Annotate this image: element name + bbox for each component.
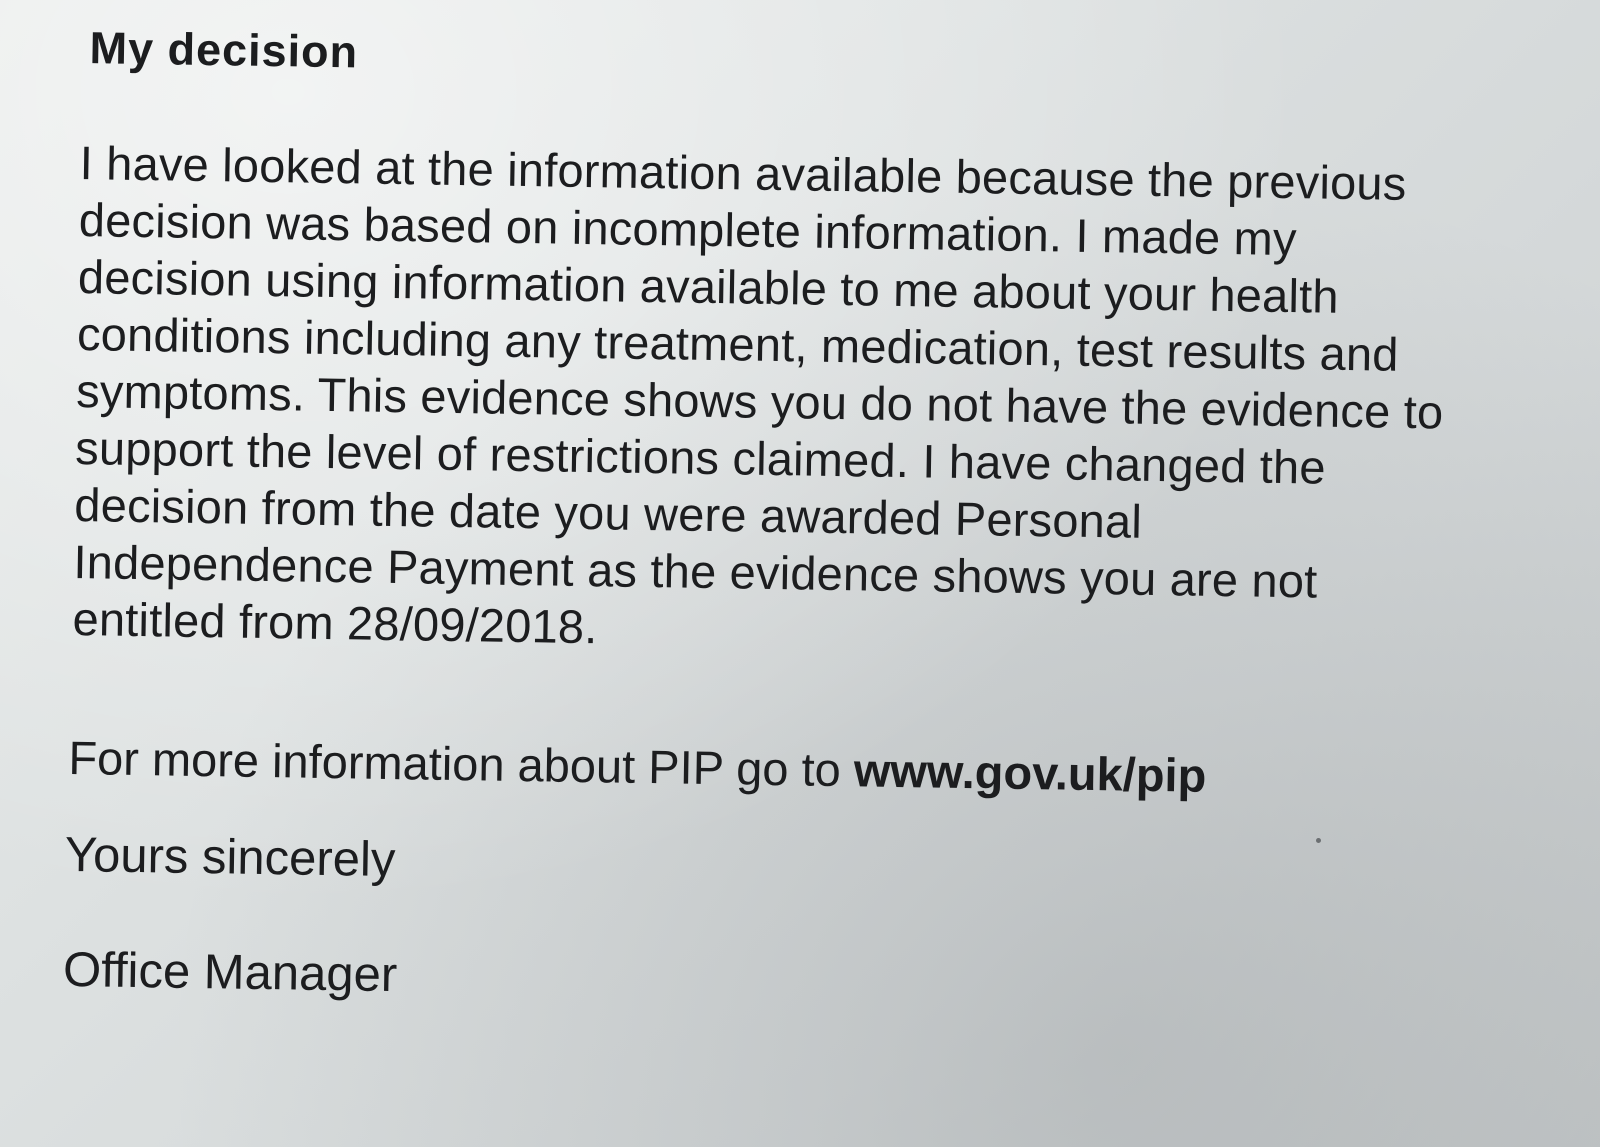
letter-content [62,22,1548,1003]
pip-website-link: www.gov.uk/pip [853,743,1207,802]
paragraph-line: Independence Payment as the evidence shows you are not [73,534,1318,608]
signer-title: Office Manager [62,942,398,1003]
paragraph-line: I have looked at the information available because the previous [79,136,1407,210]
section-heading: My decision [89,22,359,78]
more-info-text: For more information about PIP go to [68,730,855,797]
paragraph-line: conditions including any treatment, medication, test results and [76,307,1400,381]
paragraph-line: symptoms. This evidence shows you do not have the evidence to [75,364,1444,439]
more-info-line [68,729,1207,804]
paragraph-line: decision was based on incomplete information. I made my [78,193,1298,266]
decision-paragraph [72,134,1540,670]
closing-salutation: Yours sincerely [64,827,396,888]
paper-speck [1316,838,1321,843]
paragraph-line: decision from the date you were awarded Personal [74,478,1143,548]
paragraph-line: decision using information available to me about your health [77,250,1340,323]
paragraph-line: support the level of restrictions claimed. I have changed the [74,421,1327,494]
paragraph-line: entitled from 28/09/2018. [72,591,598,654]
